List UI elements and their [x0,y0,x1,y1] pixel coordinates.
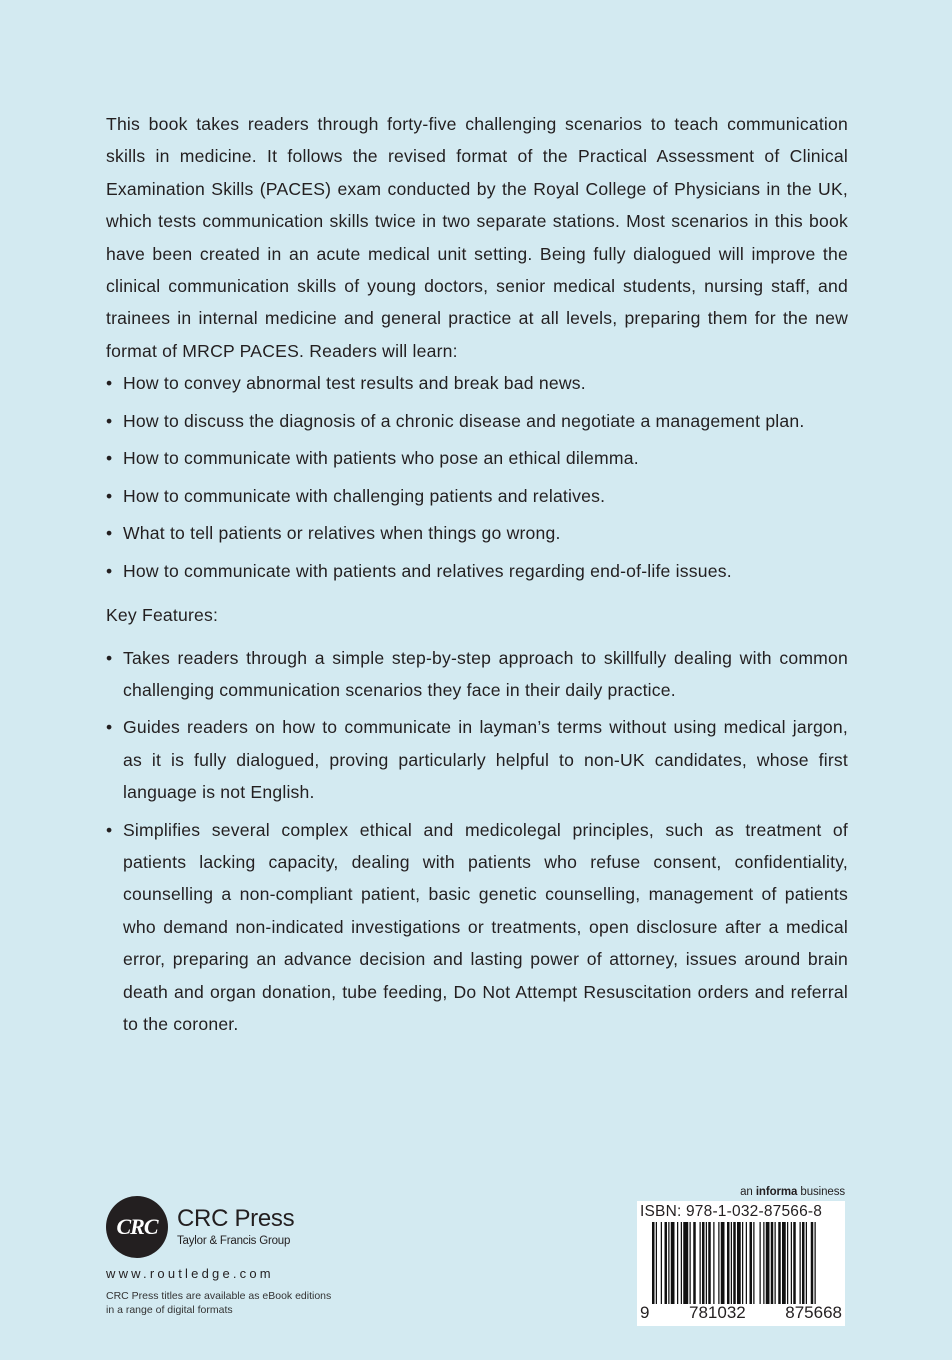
barcode-block [637,1186,845,1326]
list-item: • How to communicate with challenging patients and relatives. [106,480,848,512]
isbn-label: ISBN: 978-1-032-87566-8 [640,1203,823,1220]
list-item: • Simplifies several complex ethical and medicolegal principles, such as treatment of patients lacking capacity, dealing with patients who refuse consent, confidentiality, counselling a non-compliant patient, basic genetic counselling, management of patients who demand non-indicated investigations or treatments, open disclosure after a medical error, preparing an advance decision and lasting power of attorney, issues around brain death and organ donation, tube feeding, Do Not Attempt Resuscitation orders and referral to the coroner. [106,814,848,1041]
bullet-icon: • [106,523,113,544]
list-item: • Takes readers through a simple step-by-step approach to skillfully dealing with common challenging communication scenarios they face in their daily practice. [106,642,848,707]
bullet-icon: • [106,485,113,506]
bullet-icon: • [106,448,113,469]
barcode-digits: 9 781032 875668 [640,1303,842,1322]
website-link[interactable]: www.routledge.com [106,1266,274,1281]
list-item: • Guides readers on how to communicate in layman’s terms without using medical jargon, as it is fully dialogued, proving particularly helpful to non-UK candidates, whose first language is not English. [106,711,848,808]
crc-logo-icon: CRC [106,1196,168,1258]
learn-list [106,367,848,587]
ebook-note: CRC Press titles are available as eBook editions in a range of digital formats [106,1290,332,1316]
key-features-title: Key Features: [106,605,219,626]
list-item: • How to communicate with patients who pose an ethical dilemma. [106,442,848,474]
intro-paragraph: This book takes readers through forty-five challenging scenarios to teach communication skills in medicine. It follows the revised format of the Practical Assessment of Clinical Examination Skills (PACES) exam conducted by the Royal College of Physicians in the UK, which tests communication skills twice in two separate stations. Most scenarios in this book have been created in an acute medical unit setting. Being fully dialogued will improve the clinical communication skills of young doctors, senior medical students, nursing staff, and trainees in internal medicine and general practice at all levels, preparing them for the new format of MRCP PACES. Readers will learn: [106,114,848,361]
list-item: • What to tell patients or relatives when things go wrong. [106,517,848,549]
publisher-logo [106,1196,366,1258]
publisher-group: Taylor & Francis Group [177,1235,291,1247]
bullet-icon: • [106,819,113,840]
barcode-icon [640,1222,842,1304]
key-features-list [106,642,848,1041]
list-item: • How to communicate with patients and relatives regarding end-of-life issues. [106,555,848,587]
list-item: • How to discuss the diagnosis of a chronic disease and negotiate a management plan. [106,405,848,437]
barcode-box [637,1201,845,1326]
back-cover-description [106,108,848,1045]
bullet-icon: • [106,717,113,738]
bullet-icon: • [106,373,113,394]
informa-tagline: an informa business [740,1186,845,1198]
list-item: • How to convey abnormal test results and break bad news. [106,367,848,399]
publisher-name: CRC Press [177,1205,295,1232]
bullet-icon: • [106,410,113,431]
bullet-icon: • [106,560,113,581]
publisher-block [106,1196,366,1317]
bullet-icon: • [106,647,113,668]
